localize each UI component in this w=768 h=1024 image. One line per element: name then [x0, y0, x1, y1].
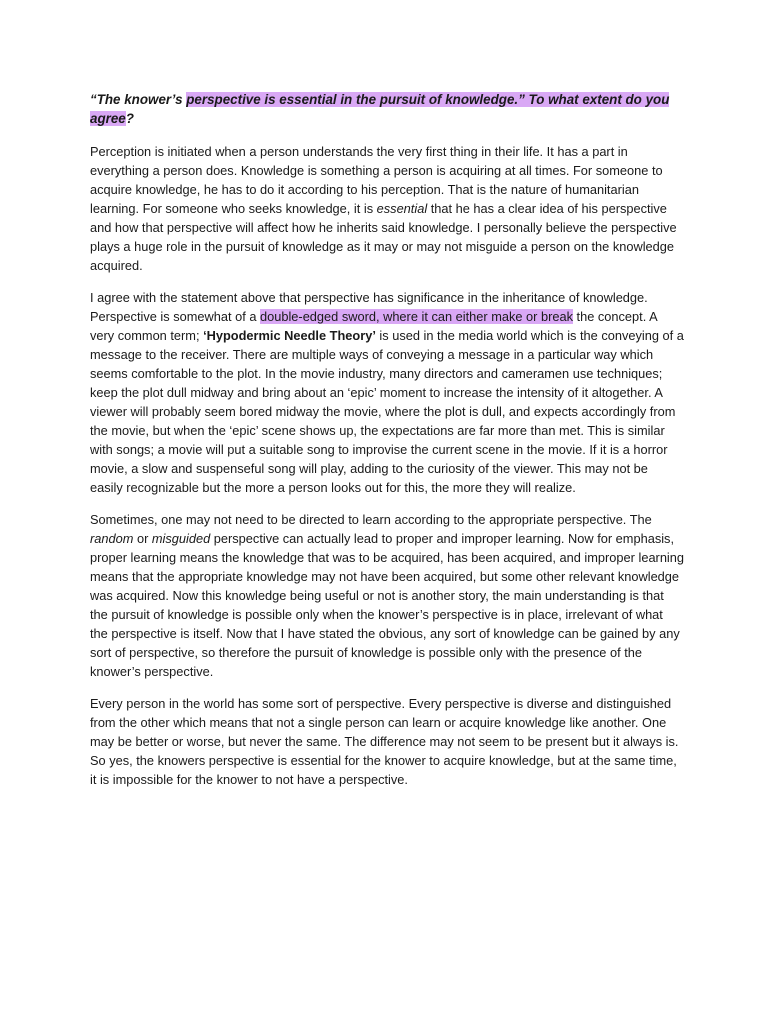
- paragraph-3-emphasis-random: random: [90, 531, 134, 546]
- paragraph-2: [90, 288, 684, 497]
- paragraph-2-text-c: is used in the media world which is the conveying of a message to the receiver. There are multiple ways of conveying a message in a particular way which seems comfortable to the plot. In the movie industry, many directors and cameramen use techniques; keep the plot dull midway and bring about an ‘epic’ moment to increase the intensity of it altogether. A viewer will probably seem bored midway the movie, where the plot is dull, and expects accordingly from the movie, but when the ‘epic’ scene shows up, the expectations are far more than met. This is similar with songs; a movie will put a suitable song to improvise the current scene in the movie. If it is a horror movie, a slow and suspenseful song will play, adding to the curiosity of the viewer. This may not be easily recognizable but the more a person looks out for this, the more they will realize.: [90, 328, 684, 495]
- paragraph-1-text-a: Perception is initiated when a person understands the very first thing in their life. It has a part in everything a person does. Knowledge is something a person is acquiring at all times. For someone to acquire knowledge, he has to do it according to his perception. That is the nature of humanitarian learning. For someone who seeks knowledge, it is: [90, 144, 663, 216]
- paragraph-1-emphasis: essential: [376, 201, 428, 216]
- paragraph-1-text-b: that he has a clear idea of his perspective and how that perspective will affect how he inherits said knowledge. I personally believe the perspective plays a huge role in the pursuit of knowledge as it may or may not misguide a person on the knowledge acquired.: [90, 201, 677, 273]
- paragraph-3-text-a: Sometimes, one may not need to be directed to learn according to the appropriate perspective. The: [90, 512, 652, 527]
- title-suffix: ?: [125, 111, 134, 126]
- title-prefix: “The knower’s: [90, 92, 187, 107]
- essay-title: [90, 90, 684, 128]
- paragraph-3-text-b: or: [133, 531, 152, 546]
- paragraph-1: [90, 142, 684, 275]
- paragraph-2-bold-term: ‘Hypodermic Needle Theory’: [203, 328, 376, 343]
- paragraph-2-highlight: double-edged sword, where it can either make or break: [260, 309, 573, 324]
- title-highlight: perspective is essential in the pursuit of knowledge.” To what extent do you agree: [90, 92, 670, 126]
- paragraph-4: Every person in the world has some sort of perspective. Every perspective is diverse and distinguished from the other which means that not a single person can learn or acquire knowledge like another. One may be better or worse, but never the same. The difference may not seem to be present but it always is. So yes, the knowers perspective is essential for the knower to acquire knowledge, but at the same time, it is impossible for the knower to not have a perspective.: [90, 696, 679, 787]
- paragraph-3: [90, 510, 684, 681]
- paragraph-2-text-b: the concept. A very common term;: [90, 309, 657, 343]
- paragraph-3-emphasis-misguided: misguided: [151, 531, 211, 546]
- paragraph-3-text-c: perspective can actually lead to proper and improper learning. Now for emphasis, proper learning means the knowledge that was to be acquired, has been acquired, and improper learning means that the appropriate knowledge may not have been acquired, but some other relevant knowledge was acquired. Now this knowledge being useful or not is another story, the main understanding is that the pursuit of knowledge is possible only when the knower’s perspective is in place, irrelevant of what the perspective is itself. Now that I have stated the obvious, any sort of knowledge can be gained by any sort of perspective, so therefore the pursuit of knowledge is possible only with the presence of the knower’s perspective.: [90, 531, 685, 679]
- paragraph-2-text-a: I agree with the statement above that perspective has significance in the inheritance of knowledge. Perspective is somewhat of a: [90, 290, 648, 324]
